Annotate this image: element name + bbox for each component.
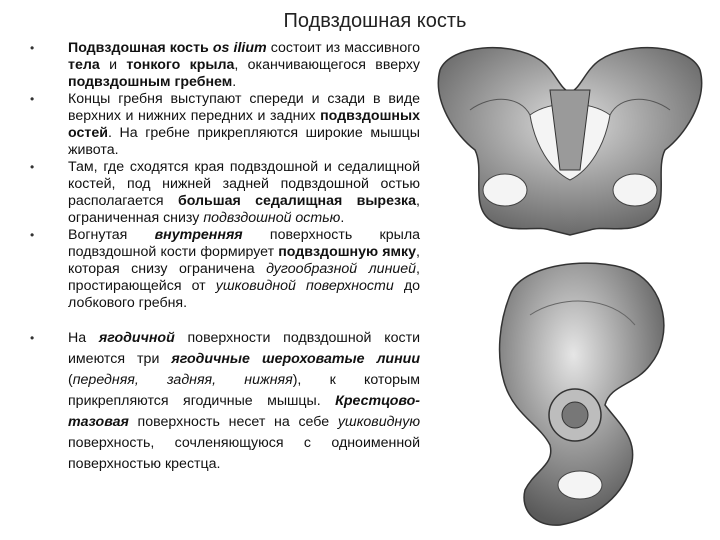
bullet-text-segment: до лобкового гребня.	[68, 278, 420, 311]
bullet-text-segment: подвздошной остью	[203, 210, 341, 226]
bullet-text-segment: , которая снизу ограничена	[68, 244, 420, 277]
bullet-text-segment: Вогнутая	[68, 227, 155, 243]
bullet-text-segment: ушковидной поверхности	[215, 278, 394, 294]
bullet-text-segment: подвздошным гребнем	[68, 74, 233, 90]
bullet-text-segment: Там, где сходятся края подвздошной и седалищной костей, под нижней задней подвздошной остью располагается	[68, 159, 420, 209]
bullet-text-segment: внутренняя	[154, 227, 243, 243]
bullet-text-segment: и	[99, 57, 127, 73]
bullet-text-segment: , простирающейся от	[68, 261, 420, 294]
bullet-text-segment: подвздошную ямку	[278, 244, 417, 260]
bullet-item	[30, 91, 420, 159]
bullet-list	[30, 40, 420, 475]
bullet-text-segment: ягодичной	[98, 330, 175, 346]
bullet-text-segment: поверхность крыла подвздошной кости формирует	[68, 227, 420, 260]
bullet-text-segment: .	[232, 74, 237, 90]
bullet-item	[30, 40, 420, 91]
bullet-text-segment: , оканчивающегося вверху	[234, 57, 421, 73]
bullet-text-segment: передняя, задняя, нижняя	[72, 372, 293, 388]
bullet-text-segment: Концы гребня выступают спереди и сзади в виде верхних и нижних передних и задних	[68, 91, 420, 124]
bullet-text-segment: поверхность, сочленяющуюся с одноименной поверхностью крестца.	[68, 435, 420, 472]
bullet-text-segment: , ограниченная снизу	[68, 193, 420, 226]
bullet-text-segment: подвздошных остей	[68, 108, 420, 141]
bullet-text-segment: поверхность несет на себе	[128, 414, 338, 430]
page-title: Подвздошная кость	[283, 10, 467, 32]
bullet-text-segment: .	[340, 210, 345, 226]
bullet-text-segment: большая седалищная вырезка	[177, 193, 417, 209]
bullet-item	[30, 328, 420, 475]
bullet-text-segment: На	[68, 330, 99, 346]
bullet-text-segment: тела	[68, 57, 100, 73]
bullet-text-segment: тонкого крыла	[126, 57, 235, 73]
bullet-item	[30, 159, 420, 227]
bullet-text-segment: (	[68, 372, 73, 388]
bullet-text-segment: состоит из массивного	[266, 40, 420, 56]
pelvis-illustration	[430, 40, 710, 240]
bullet-text-segment: ушковидную	[337, 414, 420, 430]
bullet-text-segment: дугообразной линией	[266, 261, 417, 277]
bullet-item	[30, 227, 420, 312]
bullet-text-segment: . На гребне прикрепляются широкие мышцы живота.	[68, 125, 420, 158]
bullet-text-segment: Подвздошная кость	[68, 40, 213, 56]
hip-bone-illustration	[480, 255, 680, 535]
bullet-text-segment: os ilium	[212, 40, 267, 56]
bullet-text-segment: поверхности подвздошной кости имеются три	[68, 330, 420, 367]
bullet-text-segment: ), к которым прикрепляются ягодичные мышцы.	[68, 372, 420, 409]
bullet-text-segment: Крестцово-тазовая	[68, 393, 420, 430]
bullet-text-segment: ягодичные шероховатые линии	[171, 351, 420, 367]
